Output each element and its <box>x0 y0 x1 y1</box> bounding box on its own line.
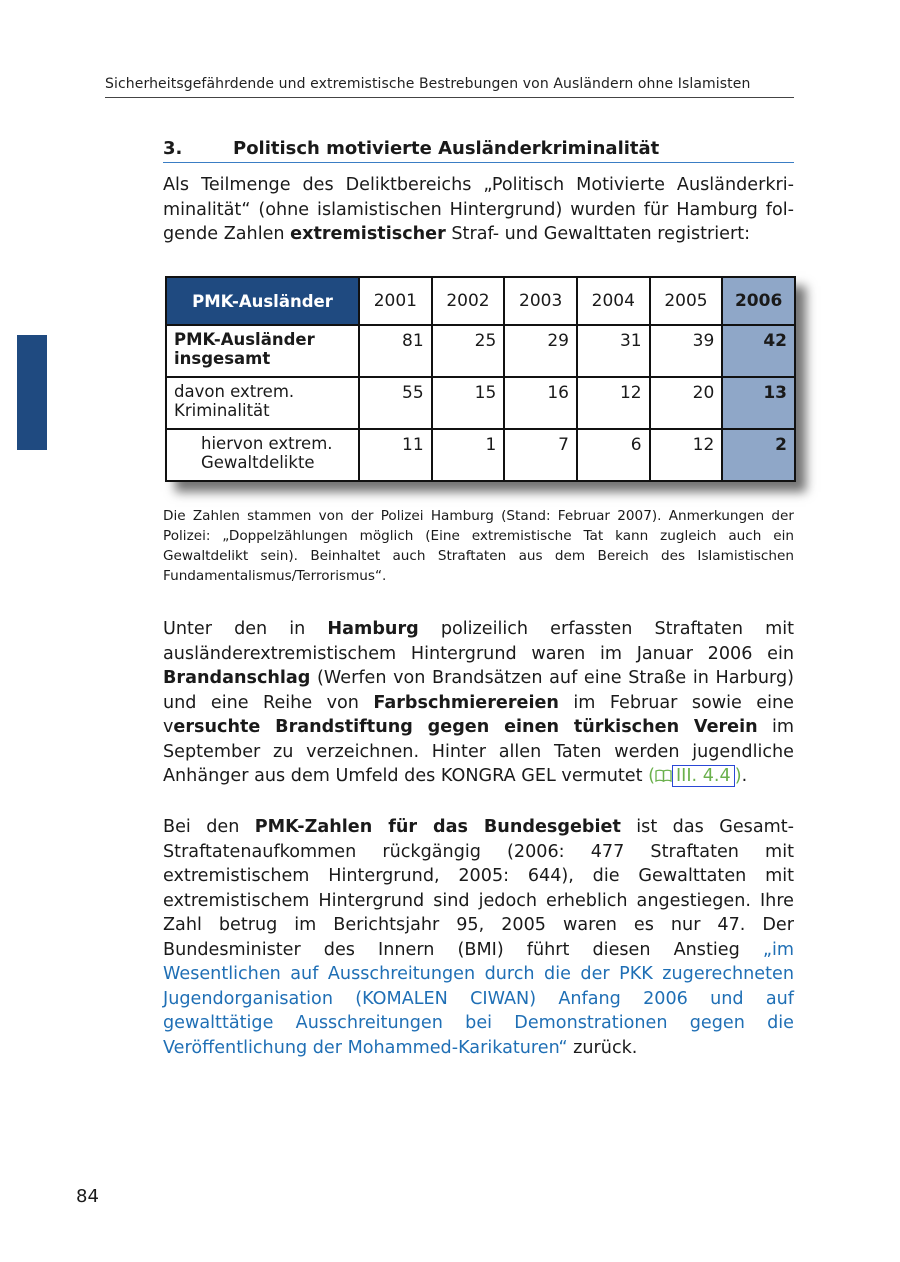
table-cell: 1 <box>432 429 505 481</box>
pmk-table <box>165 276 796 482</box>
table-cell: 29 <box>504 325 577 377</box>
table-header-row <box>166 277 795 325</box>
bold-text: Brandanschlag <box>163 668 311 688</box>
table-row <box>166 429 795 481</box>
section-number: 3. <box>163 138 183 159</box>
row-label: hiervon extrem. Gewaltdelikte <box>166 429 359 481</box>
body-paragraph-bundesgebiet <box>163 815 794 1060</box>
table-cell: 31 <box>577 325 650 377</box>
pmk-table-container <box>165 276 796 482</box>
table-cell: 55 <box>359 377 432 429</box>
table-cell: 81 <box>359 325 432 377</box>
intro-paragraph <box>163 173 794 247</box>
cross-reference-link[interactable]: III. 4.4 <box>672 765 735 787</box>
intro-text: Als Teilmenge des Deliktbereichs „Politisch Motivierte Ausländerkriminalität“ (ohne islamistischen Hintergrund) wurden für Hamburg folgende Zahlen <box>163 175 794 244</box>
table-cell: 20 <box>650 377 723 429</box>
year-header-highlighted: 2006 <box>722 277 795 325</box>
table-cell: 12 <box>650 429 723 481</box>
row-label: PMK-Ausländer insgesamt <box>166 325 359 377</box>
section-title: Politisch motivierte Ausländerkriminalität <box>233 138 660 159</box>
table-cell: 6 <box>577 429 650 481</box>
bold-text: Hamburg <box>327 619 419 639</box>
table-row <box>166 325 795 377</box>
text: ist das Gesamt-Straftatenaufkommen rückgängig (2006: 477 Straftaten mit extremistischem Hintergrund, 2005: 644), die Gewalttaten mit extremistischem Hintergrund sind jedoch erheblich angestiegen. Ihre Zahl betrug im Berichtsjahr 95, 2005 waren es nur 47. Der Bundesminister des Innern (BMI) führt diesen Anstieg <box>163 817 794 960</box>
bold-text: PMK-Zahlen für das Bundesgebiet <box>254 817 621 837</box>
xref-close-paren: ) <box>734 766 742 786</box>
table-cell: 25 <box>432 325 505 377</box>
intro-text-end: Straf- und Gewalttaten registriert: <box>445 224 751 244</box>
table-cell-highlighted: 42 <box>722 325 795 377</box>
table-cell: 11 <box>359 429 432 481</box>
table-cell: 15 <box>432 377 505 429</box>
text: im Februar sowie eine v <box>163 692 794 737</box>
section-heading <box>163 138 794 163</box>
book-icon <box>655 766 672 786</box>
table-row <box>166 377 795 429</box>
year-header: 2003 <box>504 277 577 325</box>
table-footnote: Die Zahlen stammen von der Polizei Hamburg (Stand: Februar 2007). Anmerkungen der Polizei: „Doppelzählungen möglich (Eine extremistische Tat kann zugleich auch ein Gewaltdelikt sein). Beinhaltet auch Straftaten aus dem Bereich des Islamistischen Fundamentalismus/Terrorismus“. <box>163 508 794 584</box>
bold-text: Farbschmierereien <box>373 692 559 713</box>
year-header: 2004 <box>577 277 650 325</box>
table-corner-header: PMK-Ausländer <box>166 277 359 325</box>
running-header: Sicherheitsgefährdende und extremistische Bestrebungen von Ausländern ohne Islamisten <box>105 76 794 98</box>
year-header: 2002 <box>432 277 505 325</box>
row-label: davon extrem. Kriminalität <box>166 377 359 429</box>
text: polizeilich erfassten Straftaten mit ausländerextremistischem Hintergrund waren im Januar 2006 ein <box>163 619 794 664</box>
bold-text: ersuchte Brandstiftung gegen einen türkischen Verein <box>173 717 758 737</box>
body-paragraph-hamburg <box>163 617 794 789</box>
table-cell: 39 <box>650 325 723 377</box>
intro-bold: extremistischer <box>290 224 446 244</box>
text: Unter den in <box>163 619 328 639</box>
year-header: 2001 <box>359 277 432 325</box>
page-number: 84 <box>76 1186 99 1207</box>
text: Bei den <box>163 817 255 837</box>
bmi-quote: „im Wesentlichen auf Ausschreitungen durch die der PKK zugerechneten Jugendorganisation (KOMALEN CIWAN) Anfang 2006 und auf gewalttätige Ausschreitungen bei Demonstrationen gegen die Veröffentlichung der Mohammed-Karikaturen“ <box>163 939 794 1058</box>
table-cell: 16 <box>504 377 577 429</box>
table-cell-highlighted: 2 <box>722 429 795 481</box>
table-cell: 7 <box>504 429 577 481</box>
text: zurück. <box>567 1037 638 1058</box>
text: (Werfen von Brandsätzen auf eine Straße in Harburg) und eine Reihe von <box>163 668 794 713</box>
text: . <box>741 766 748 786</box>
section-block <box>163 138 794 247</box>
xref-open-paren: ( <box>648 766 655 786</box>
text: im September zu verzeichnen. Hinter allen Taten werden jugendliche Anhänger aus dem Umfeld des KONGRA GEL vermutet <box>163 717 794 786</box>
year-header: 2005 <box>650 277 723 325</box>
table-cell: 12 <box>577 377 650 429</box>
chapter-side-tab <box>17 335 47 450</box>
table-cell-highlighted: 13 <box>722 377 795 429</box>
